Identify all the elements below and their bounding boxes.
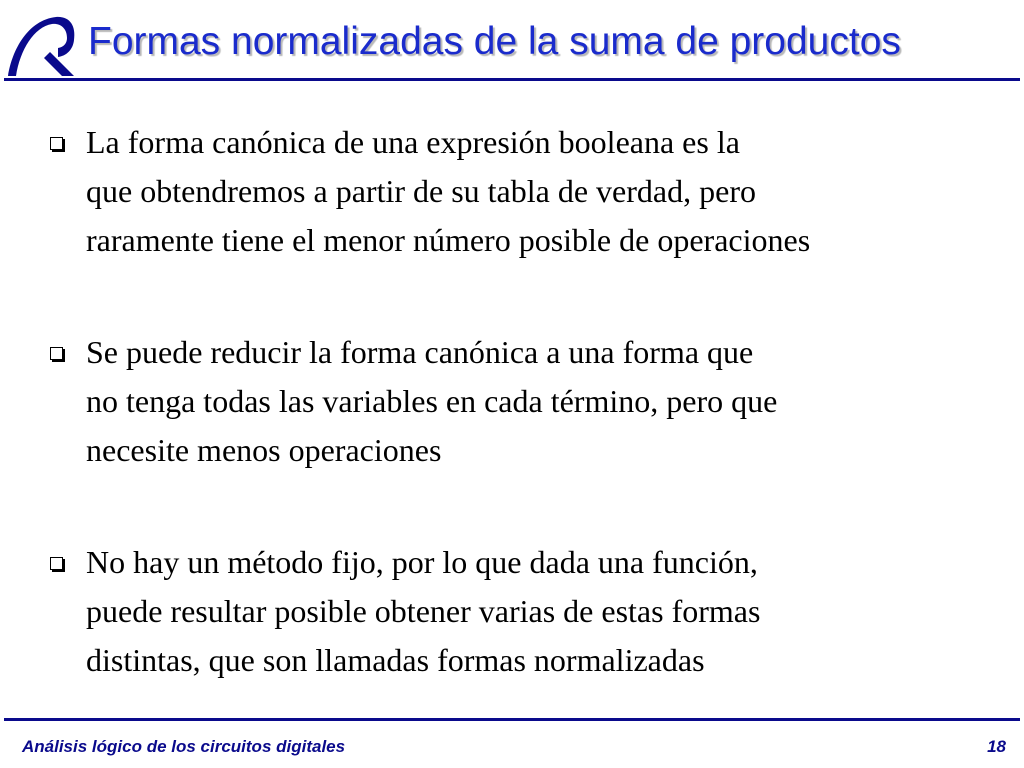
checkbox-bullet-icon (50, 137, 63, 150)
bullet-list (48, 118, 1008, 685)
bullet-line: necesite menos operaciones (86, 432, 442, 468)
bullet-line: distintas, que son llamadas formas normalizadas (86, 642, 705, 678)
page-number: 18 (987, 737, 1006, 756)
bullet-line: puede resultar posible obtener varias de estas formas (86, 593, 761, 629)
footer-divider (4, 718, 1020, 721)
footer-course-title: Análisis lógico de los circuitos digitales (22, 737, 346, 756)
header-divider (4, 78, 1020, 81)
bullet-line: No hay un método fijo, por lo que dada una función, (86, 544, 758, 580)
bullet-line: La forma canónica de una expresión booleana es la (86, 124, 740, 160)
bullet-line: raramente tiene el menor número posible de operaciones (86, 222, 811, 258)
slide-title: Formas normalizadas de la suma de productos (88, 20, 901, 63)
bullet-line: no tenga todas las variables en cada término, pero que (86, 383, 778, 419)
bullet-line: que obtendremos a partir de su tabla de verdad, pero (86, 173, 756, 209)
bullet-line: Se puede reducir la forma canónica a una forma que (86, 334, 754, 370)
bullet-item (48, 538, 1008, 685)
logo-icon (4, 12, 78, 78)
checkbox-bullet-icon (50, 557, 63, 570)
bullet-item (48, 118, 1008, 265)
bullet-item (48, 328, 1008, 475)
checkbox-bullet-icon (50, 347, 63, 360)
